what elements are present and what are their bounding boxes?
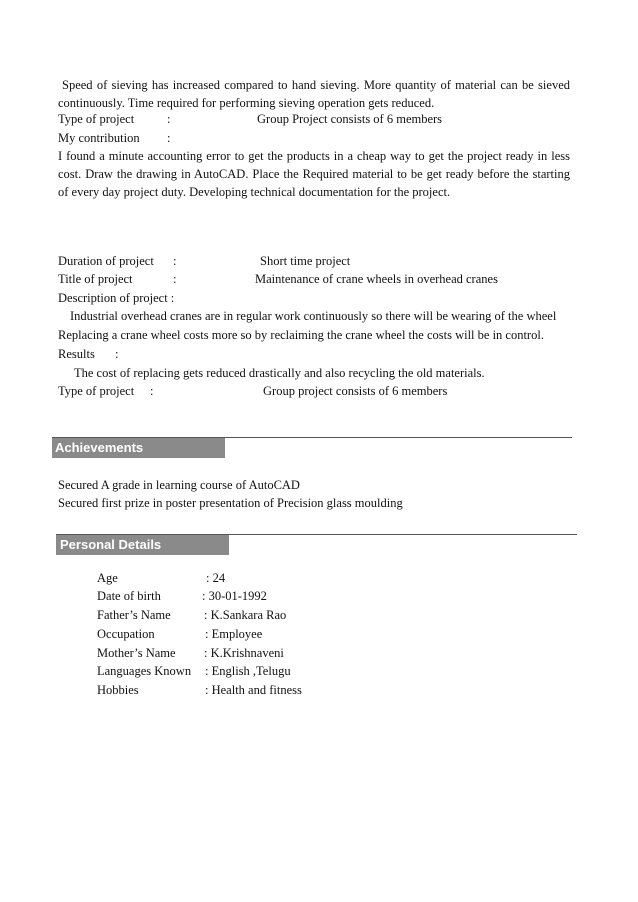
project2-title-value: Maintenance of crane wheels in overhead cranes	[255, 272, 498, 286]
project1-type-label: Type of project	[58, 112, 135, 126]
project1-type-value: Group Project consists of 6 members	[257, 112, 443, 126]
project2-description-label: Description of project :	[58, 291, 175, 305]
personal-value-dob: : 30-01-1992	[202, 589, 267, 603]
personal-value-hobbies: : Health and fitness	[205, 683, 302, 697]
project2-type-colon: :	[150, 384, 154, 398]
project2-duration-label: Duration of project	[58, 254, 154, 268]
project1-contribution-label: My contribution	[58, 131, 140, 145]
project1-type-colon: :	[167, 112, 171, 126]
achievements-heading: Achievements	[52, 438, 225, 458]
project1-contribution-colon: :	[167, 131, 171, 145]
personal-label-mother: Mother’s Name	[97, 646, 176, 660]
project2-duration-value: Short time project	[260, 254, 351, 268]
personal-value-mother: : K.Krishnaveni	[204, 646, 284, 660]
project2-description-line2: Replacing a crane wheel costs more so by reclaiming the crane wheel the costs will be in control.	[58, 328, 544, 342]
project2-type-label: Type of project	[58, 384, 135, 398]
personal-value-age: : 24	[206, 571, 226, 585]
project2-type-value: Group project consists of 6 members	[263, 384, 448, 398]
personal-label-occupation: Occupation	[97, 627, 155, 641]
personal-label-dob: Date of birth	[97, 589, 161, 603]
personal-value-languages: : English ,Telugu	[205, 664, 291, 678]
personal-label-hobbies: Hobbies	[97, 683, 139, 697]
project1-contribution-text: I found a minute accounting error to get the products in a cheap way to get the project ready in less cost. Draw the drawing in AutoCAD. Place the Required material to be get ready before the starting of every day project duty. Developing technical documentation for the project.	[58, 149, 570, 199]
achievement-item-1: Secured A grade in learning course of AutoCAD	[58, 478, 300, 492]
personal-heading: Personal Details	[56, 535, 229, 555]
personal-label-age: Age	[97, 571, 118, 585]
project2-duration-colon: :	[173, 254, 177, 268]
project1-intro: Speed of sieving has increased compared to hand sieving. More quantity of material can be sieved continuously. Time required for performing sieving operation gets reduced.	[58, 78, 570, 110]
personal-label-father: Father’s Name	[97, 608, 171, 622]
project2-results-label: Results	[58, 347, 95, 361]
project2-description-line1: Industrial overhead cranes are in regular work continuously so there will be wearing of the wheel	[70, 309, 557, 323]
personal-label-languages: Languages Known	[97, 664, 192, 678]
project2-results-colon: :	[115, 347, 119, 361]
project2-title-colon: :	[173, 272, 177, 286]
personal-value-father: : K.Sankara Rao	[204, 608, 287, 622]
project2-title-label: Title of project	[58, 272, 133, 286]
project2-results-text: The cost of replacing gets reduced drastically and also recycling the old materials.	[74, 366, 485, 380]
achievement-item-2: Secured first prize in poster presentation of Precision glass moulding	[58, 496, 403, 510]
personal-value-occupation: : Employee	[205, 627, 263, 641]
